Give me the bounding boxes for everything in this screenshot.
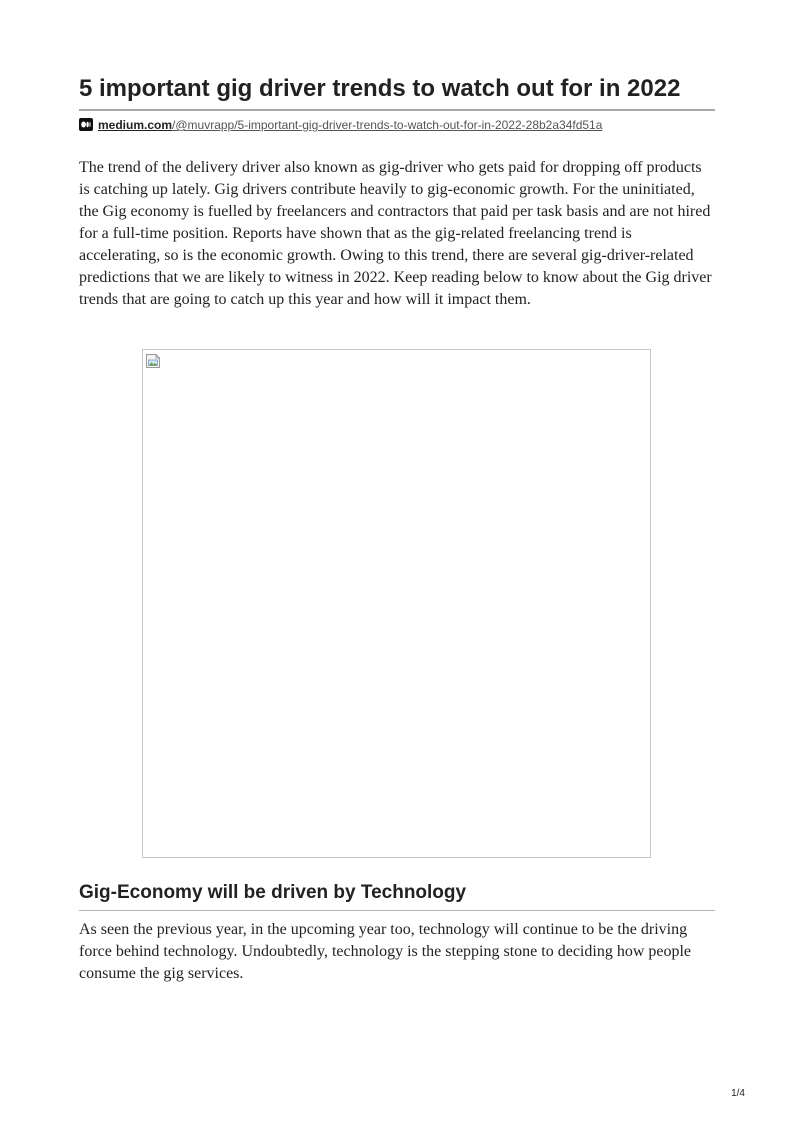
section-heading: Gig-Economy will be driven by Technology	[79, 882, 467, 903]
intro-paragraph: The trend of the delivery driver also known as gig-driver who gets paid for dropping off products is catching up lately. Gig drivers contribute heavily to gig-economic growth. For the uninitiated, the Gig economy is fuelled by freelancers and contractors that paid per task basis and are not hired for a full-time position. Reports have shown that as the gig-related freelancing trend is accelerating, so is the economic growth. Owing to this trend, there are several gig-driver-related predictions that we are likely to witness in 2022. Keep reading below to know about the Gig driver trends that are going to catch up this year and how will it impact them.	[79, 159, 712, 308]
section-divider	[79, 910, 715, 911]
medium-logo-icon	[79, 118, 93, 131]
article-title: 5 important gig driver trends to watch out for in 2022	[79, 75, 681, 102]
title-divider	[79, 109, 715, 111]
page-number: 1/4	[731, 1088, 745, 1099]
source-domain-link[interactable]: medium.com	[98, 118, 173, 132]
section-paragraph: As seen the previous year, in the upcoming year too, technology will continue to be the driving force behind technology. Undoubtedly, technology is the stepping stone to deciding how people consume the gig services.	[79, 921, 692, 982]
article-image	[142, 349, 651, 858]
source-path-link[interactable]: /@muvrapp/5-important-gig-driver-trends-to-watch-out-for-in-2022-28b2a34fd51a	[172, 118, 603, 132]
source-link-row[interactable]	[79, 117, 715, 133]
broken-image-icon	[145, 353, 161, 369]
